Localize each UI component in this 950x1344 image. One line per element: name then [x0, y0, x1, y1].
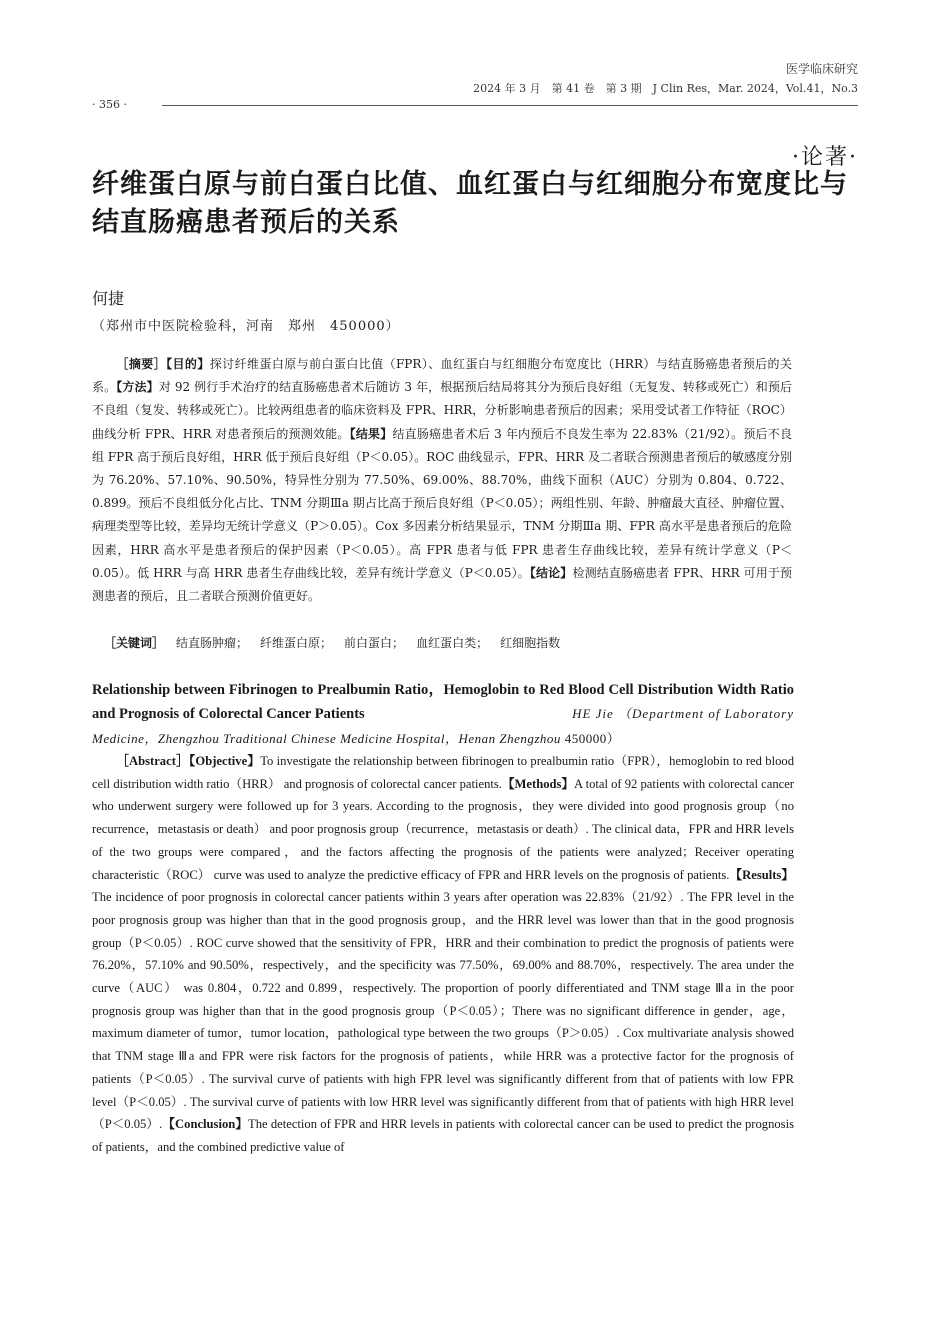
header-rule — [162, 105, 858, 106]
section-label: ·论著· — [792, 145, 858, 170]
abstract-cn-label: ［摘要］ — [116, 357, 167, 371]
keyword: 结直肠肿瘤； — [176, 636, 249, 650]
abstract-en-conclusion-label: 【Conclusion】 — [162, 1117, 249, 1132]
keyword: 红细胞指数 — [500, 636, 561, 650]
abstract-en-methods-label: 【Methods】 — [501, 776, 575, 791]
english-title-text: Relationship between Fibrinogen to Prealbumin Ratio，Hemoglobin to Red Blood Cell Distribution Width Ratio and Prognosis of Colorectal Cancer Patients — [92, 682, 794, 722]
english-affiliation-rest: Medicine，Zhengzhou Traditional Chinese Medicine Hospital，Henan Zhengzhou — [92, 731, 561, 746]
keywords-cn-label: ［关键词］ — [104, 636, 165, 650]
abstract-cn-conclusion: 检测结直肠癌患者 FPR、HRR 可用于预测患者的预后，且二者联合预测价值更好。 — [92, 565, 792, 604]
abstract-cn — [92, 353, 792, 608]
abstract-en-label: ［Abstract］ — [116, 754, 189, 768]
abstract-en-results-label: 【Results】 — [729, 867, 794, 882]
english-title — [92, 678, 794, 726]
abstract-cn-results: 结直肠癌患者术后 3 年内预后不良发生率为 22.83%（21/92）。预后不良组 FPR 高于预后良好组，HRR 低于预后良好组（P＜0.05）。ROC 曲线显示，FPR、HRR 及二者联合预测患者预后的敏感度分别为 76.20%、57.10%、90.50%，特异性分别为 77.50%、69.00%、88.70%，曲线下面积（AUC）分别为 0.804、0.722、0.899。预后不良组低分化占比、TNM 分期Ⅲa 期占比高于预后良好组（P＜0.05）；两组性别、年龄、肿瘤最大直径、肿瘤位置、病理类型等比较，差异均无统计学意义（P＞0.05）。Cox 多因素分析结果显示，TNM 分期Ⅲa 期、FPR 高水平是患者预后的危险因素，HRR 高水平是患者预后的保护因素（P＜0.05）。高 FPR 患者与低 FPR 患者生存曲线比较，差异有统计学意义（P＜0.05）。低 HRR 与高 HRR 患者生存曲线比较，差异有统计学意义（P＜0.05）。 — [92, 426, 792, 580]
keywords-cn — [104, 634, 572, 651]
abstract-cn-objective-label: 【目的】 — [166, 357, 210, 371]
abstract-en-objective-label: 【Objective】 — [188, 754, 261, 768]
abstract-cn-conclusion-label: 【结论】 — [529, 565, 573, 580]
keyword: 纤维蛋白原； — [260, 636, 333, 650]
abstract-cn-results-label: 【结果】 — [349, 426, 393, 441]
english-author: HE Jie — [572, 706, 614, 721]
abstract-en — [92, 750, 794, 1159]
abstract-en-results: The incidence of poor prognosis in colorectal cancer patients within 3 years after operation was 22.83%（21/92）. The FPR level in the poor prognosis group was higher than that in the good prognosis group，and the HRR level was lower than that in the good prognosis group（P＜0.05）. ROC curve showed that the sensitivity of FPR，HRR and their combination to predict the prognosis of patients were 76.20%，57.10% and 90.50%，respectively，and the specificity was 77.50%，69.00% and 88.70%，respectively. The area under the curve（AUC） was 0.804，0.722 and 0.899，respectively. The proportion of poorly differentiated and TNM stage Ⅲa in the poor prognosis group was higher than that in the good prognosis group（P＜0.05）；There was no significant difference in gender，age，maximum diameter of tumor，tumor location，pathological type between the two groups（P＞0.05）. Cox multivariate analysis showed that TNM stage Ⅲa and FPR were risk factors for the prognosis of patients，while HRR was a protective factor for the prognosis of patients（P＜0.05）. The survival curve of patients with high FPR level was significantly different from that of patients with low FPR level（P＜0.05）. The survival curve of patients with low HRR level was significantly different from that of patients with high HRR level（P＜0.05）. — [92, 890, 794, 1132]
journal-name: 医学临床研究 — [785, 62, 858, 76]
abstract-en-methods: A total of 92 patients with colorectal cancer who underwent surgery were followed up for 3 years. According to the prognosis，they were divided into good prognosis group（no recurrence，metastasis or death） and poor prognosis group（recurrence，metastasis or death）. The clinical data，FPR and HRR levels of the two groups were compared，and the factors affecting the prognosis of the patients were analyzed；Receiver operating characteristic（ROC） curve was used to analyze the predictive efficacy of FPR and HRR levels on the prognosis of patients. — [92, 776, 794, 882]
article-title: 纤维蛋白原与前白蛋白比值、血红蛋白与红细胞分布宽度比与结直肠癌患者预后的关系 — [92, 169, 848, 238]
english-affiliation-start: （Department of Laboratory — [618, 706, 794, 721]
journal-issue-line: 2024 年 3 月 第 41 卷 第 3 期 J Clin Res，Mar. 2024，Vol.41，No.3 — [473, 82, 858, 95]
abstract-cn-methods-label: 【方法】 — [116, 380, 159, 395]
author: 何捷 — [92, 289, 125, 308]
english-postcode: 450000） — [564, 731, 621, 746]
affiliation: （郑州市中医院检验科，河南 郑州 450000） — [92, 319, 400, 334]
abstract-en-conclusion: The detection of FPR and HRR levels in patients with colorectal cancer can be used to predict the prognosis of patients，and the combined predictive value of — [92, 1117, 794, 1154]
abstract-cn-objective: 探讨纤维蛋白原与前白蛋白比值（FPR）、血红蛋白与红细胞分布宽度比（HRR）与结直肠癌患者预后的关系。 — [92, 357, 792, 395]
keyword: 前白蛋白； — [344, 636, 405, 650]
english-affiliation — [92, 728, 794, 747]
page-number: · 356 · — [92, 98, 127, 111]
abstract-en-objective: To investigate the relationship between fibrinogen to prealbumin ratio（FPR），hemoglobin to red blood cell distribution width ratio（HRR） and prognosis of colorectal cancer patients. — [92, 754, 794, 791]
abstract-cn-methods: 对 92 例行手术治疗的结直肠癌患者术后随访 3 年，根据预后结局将其分为预后良好组（无复发、转移或死亡）和预后不良组（复发、转移或死亡）。比较两组患者的临床资料及 FPR、HRR，分析影响患者预后的因素；采用受试者工作特征（ROC）曲线分析 FPR、HRR 对患者预后的预测效能。 — [92, 380, 792, 441]
keyword: 血红蛋白类； — [416, 636, 489, 650]
